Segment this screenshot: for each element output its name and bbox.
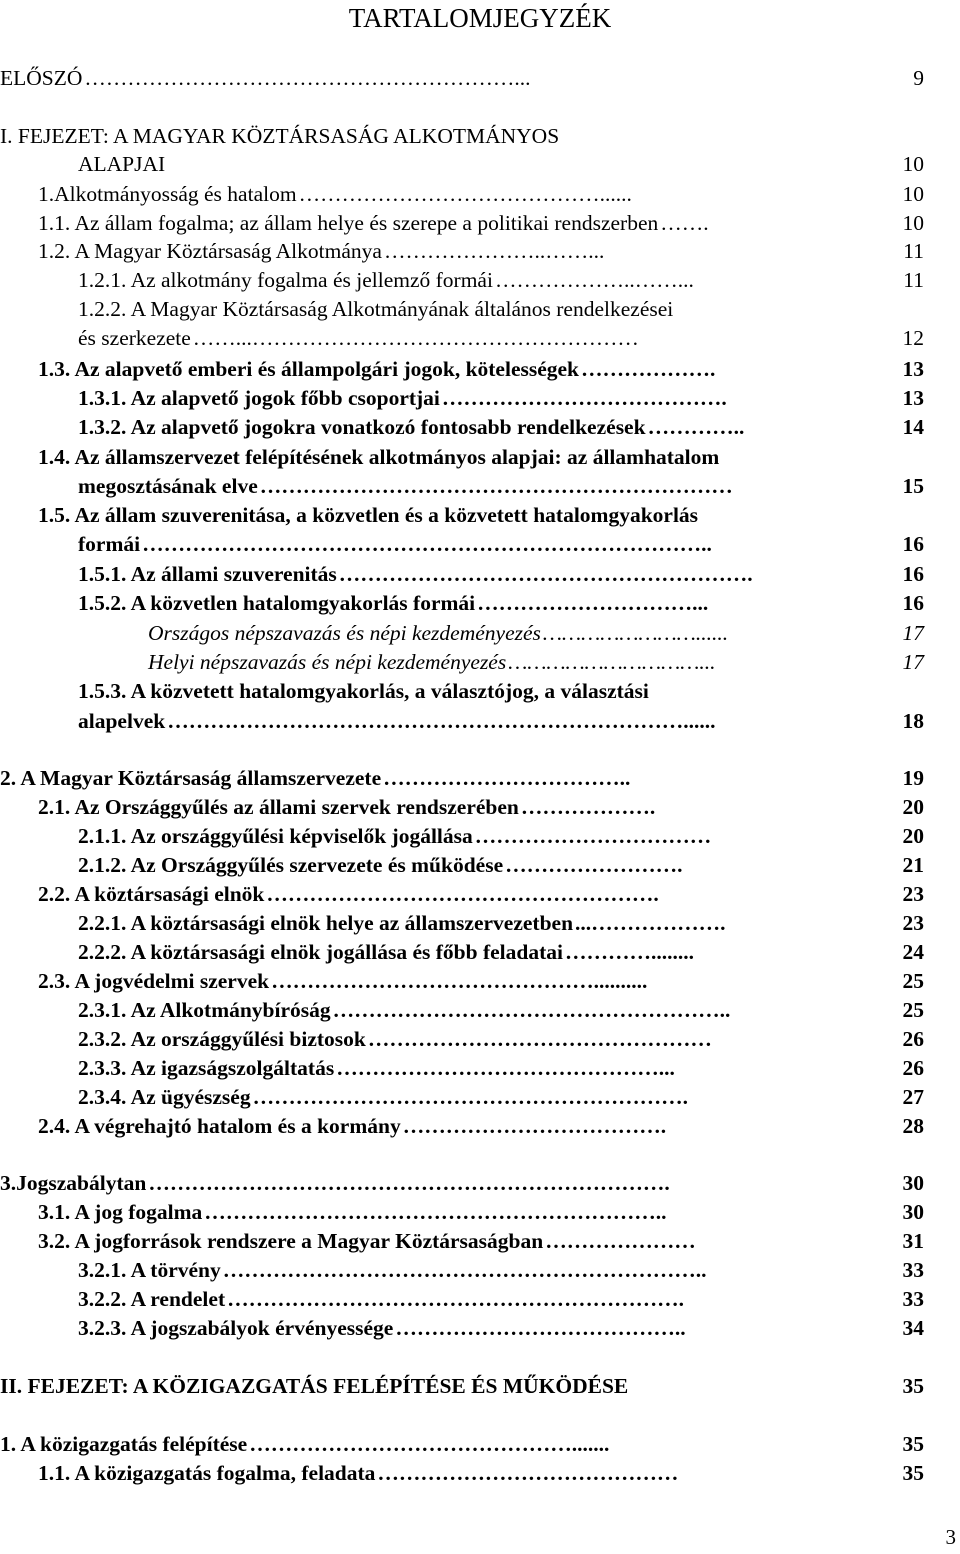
toc-entry-page: 30 (902, 1171, 924, 1195)
toc-entry-title: I. FEJEZET: A MAGYAR KÖZTÁRSASÁG ALKOTMÁNYOS (0, 124, 560, 148)
toc-entry-leader: …………………..……... (383, 239, 605, 263)
toc-entry-leader: ………………. (581, 357, 716, 381)
toc-entry-title: 2.3.2. Az országgyűlési biztosok (78, 1027, 366, 1051)
toc-entry-page: 11 (903, 268, 924, 292)
page-title: TARTALOMJEGYZÉK (348, 3, 612, 33)
toc-entry-page: 25 (902, 998, 924, 1022)
page-number: 3 (945, 1525, 956, 1549)
toc-entry-page: 27 (902, 1085, 924, 1109)
toc-entry-leader: ………….. (647, 415, 745, 439)
toc-entry-title: 2.3. A jogvédelmi szervek (38, 969, 270, 993)
toc-entry-leader: ………………………………………… (367, 1027, 712, 1051)
toc-entry-title: 1.3.1. Az alapvető jogok főbb csoportjai (78, 386, 440, 410)
toc-entry-page: 16 (902, 591, 924, 615)
toc-entry-leader: ………………………………………....... (249, 1432, 610, 1456)
toc-entry-leader: ………………………………………………………………...... (167, 709, 716, 733)
toc-entry-page: 31 (902, 1229, 924, 1253)
toc-entry-leader: ……………………………………...... (298, 182, 632, 206)
toc-entry-leader: ………………. (520, 795, 656, 819)
toc-entry-leader: …………........ (564, 940, 694, 964)
toc-entry-title: 1.5.1. Az állami szuverenitás (78, 562, 337, 586)
toc-entry-title: 2.1.1. Az országgyűlési képviselők jogállása (78, 824, 473, 848)
toc-entry-page: 13 (902, 386, 924, 410)
toc-entry-title: 2.3.3. Az igazságszolgáltatás (78, 1056, 335, 1080)
toc-entry-title: 1.2. A Magyar Köztársaság Alkotmánya (38, 239, 382, 263)
toc-entry-title: 2.2.1. A köztársasági elnök helye az államszervezetben (78, 911, 574, 935)
toc-entry-title: 2. A Magyar Köztársaság államszervezete (0, 766, 382, 790)
toc-entry-leader: ……………………………………………………... (84, 66, 531, 90)
toc-entry-leader: ……………………………………………………….. (204, 1200, 667, 1224)
toc-entry-page: 35 (902, 1461, 924, 1485)
toc-entry-page: 23 (902, 911, 924, 935)
toc-entry-title: 1. A közigazgatás felépítése (0, 1432, 248, 1456)
toc-entry-title: 1.3.2. Az alapvető jogokra vonatkozó fontosabb rendelkezések (78, 415, 646, 439)
toc-entry-page: 35 (902, 1374, 924, 1398)
toc-entry-title: 3.Jogszabálytan (0, 1171, 147, 1195)
toc-entry-page: 15 (902, 474, 924, 498)
toc-entry-title: II. FEJEZET: A KÖZIGAZGATÁS FELÉPÍTÉSE ÉS MŰKÖDÉSE (0, 1374, 629, 1398)
toc-entry-page: 20 (902, 795, 924, 819)
toc-entry-leader: ………………………………………………………………. (148, 1171, 670, 1195)
toc-entry-page: 30 (902, 1200, 924, 1224)
toc-entry-leader: ...………………. (575, 911, 726, 935)
toc-entry-title: 1.4. Az államszervezet felépítésének alkotmányos alapjai: az államhatalom (38, 445, 720, 469)
toc-entry-leader: ……………………...... (542, 621, 729, 645)
toc-entry-page: 28 (902, 1114, 924, 1138)
toc-entry-leader: ……. (660, 211, 709, 235)
toc-entry-title: 3.2.3. A jogszabályok érvényessége (78, 1316, 394, 1340)
toc-entry-leader: ………………………………….. (395, 1316, 686, 1340)
toc-entry-leader: ……………………. (505, 853, 683, 877)
toc-entry-page: 10 (902, 182, 924, 206)
toc-entry-page: 35 (902, 1432, 924, 1456)
toc-entry-title: 3.2. A jogforrások rendszere a Magyar Köztársaságban (38, 1229, 544, 1253)
toc-entry-title: 1.2.2. A Magyar Köztársaság Alkotmányának általános rendelkezései (78, 297, 674, 321)
toc-entry-title: 3.1. A jog fogalma (38, 1200, 203, 1224)
toc-entry-leader: ………………………………………………………….. (222, 1258, 707, 1282)
toc-entry-page: 18 (902, 709, 924, 733)
toc-entry-page: 25 (902, 969, 924, 993)
toc-entry-leader: ……………………………………….......... (271, 969, 648, 993)
toc-entry-leader: …………………………………… (377, 1461, 679, 1485)
toc-entry-page: 33 (902, 1258, 924, 1282)
toc-entry-page: 24 (902, 940, 924, 964)
toc-entry-page: 10 (902, 211, 924, 235)
toc-entry-page: 33 (902, 1287, 924, 1311)
toc-entry-title: 1.5.3. A közvetett hatalomgyakorlás, a választójog, a választási (78, 679, 649, 703)
toc-entry-page: 14 (902, 415, 924, 439)
toc-entry-page: 13 (902, 357, 924, 381)
toc-entry-leader: …………………………………. (441, 386, 727, 410)
toc-entry-page: 17 (902, 650, 924, 674)
toc-entry-leader: ……………………………………………………. (252, 1085, 688, 1109)
toc-entry-title: 3.2.2. A rendelet (78, 1287, 226, 1311)
toc-entry-leader: ………………………………………………………… (259, 474, 733, 498)
toc-entry-page: 23 (902, 882, 924, 906)
toc-entry-leader: ………………………………………………………. (227, 1287, 684, 1311)
toc-entry-title: és szerkezete (78, 326, 191, 350)
toc-entry-leader: ………………………………………………. (266, 882, 659, 906)
toc-entry-page: 21 (902, 853, 924, 877)
toc-entry-page: 10 (902, 152, 924, 176)
toc-entry-title: ELŐSZÓ (0, 66, 83, 90)
toc-entry-leader: ……...……………………………………………… (192, 326, 639, 350)
toc-entry-title: Országos népszavazás és népi kezdeményezés (148, 621, 541, 645)
toc-entry-leader: …………………………….. (383, 766, 631, 790)
toc-entry-leader: …………………………… (474, 824, 712, 848)
toc-entry-page: 19 (902, 766, 924, 790)
toc-entry-page: 34 (902, 1316, 924, 1340)
toc-entry-title: 1.1. A közigazgatás fogalma, feladata (38, 1461, 376, 1485)
toc-entry-leader: ………………………………………... (336, 1056, 675, 1080)
toc-entry-page: 26 (902, 1027, 924, 1051)
toc-entry-title: formái (78, 532, 141, 556)
toc-entry-leader: …………………………………………………………………….. (142, 532, 712, 556)
toc-entry-title: 1.Alkotmányosság és hatalom (38, 182, 297, 206)
toc-entry-page: 16 (902, 562, 924, 586)
toc-entry-title: 1.1. Az állam fogalma; az állam helye és szerepe a politikai rendszerben (38, 211, 659, 235)
toc-entry-title: 2.1. Az Országgyűlés az állami szervek rendszerében (38, 795, 519, 819)
toc-entry-title: 2.1.2. Az Országgyűlés szervezete és működése (78, 853, 504, 877)
toc-entry-title: 2.2.2. A köztársasági elnök jogállása és főbb feladatai (78, 940, 563, 964)
toc-entry-title: ALAPJAI (78, 152, 166, 176)
toc-entry-title: 1.3. Az alapvető emberi és állampolgári jogok, kötelességek (38, 357, 580, 381)
toc-entry-page: 16 (902, 532, 924, 556)
toc-entry-title: 2.4. A végrehajtó hatalom és a kormány (38, 1114, 401, 1138)
toc-entry-page: 20 (902, 824, 924, 848)
toc-entry-leader: ……………………………………………….. (332, 998, 731, 1022)
toc-entry-page: 12 (902, 326, 924, 350)
toc-entry-title: 1.5.2. A közvetlen hatalomgyakorlás formái (78, 591, 476, 615)
toc-entry-title: Helyi népszavazás és népi kezdeményezés (148, 650, 507, 674)
toc-entry-title: megosztásának elve (78, 474, 258, 498)
toc-entry-leader: ………………… (545, 1229, 696, 1253)
toc-entry-leader: ………………………………. (402, 1114, 667, 1138)
toc-entry-page: 17 (902, 621, 924, 645)
toc-entry-page: 11 (903, 239, 924, 263)
toc-entry-page: 9 (913, 66, 924, 90)
toc-entry-title: 1.5. Az állam szuverenitása, a közvetlen és a közvetett hatalomgyakorlás (38, 503, 699, 527)
toc-entry-title: 2.2. A köztársasági elnök (38, 882, 265, 906)
toc-entry-leader: …………………………... (508, 650, 716, 674)
toc-entry-title: 3.2.1. A törvény (78, 1258, 221, 1282)
toc-entry-leader: …………………………………………………. (338, 562, 753, 586)
toc-entry-leader: …………………………... (477, 591, 709, 615)
toc-entry-title: 2.3.1. Az Alkotmánybíróság (78, 998, 331, 1022)
toc-entry-title: 2.3.4. Az ügyészség (78, 1085, 251, 1109)
toc-entry-leader: ………………..……... (494, 268, 694, 292)
toc-entry-title: 1.2.1. Az alkotmány fogalma és jellemző formái (78, 268, 493, 292)
toc-entry-title: alapelvek (78, 709, 166, 733)
toc-entry-page: 26 (902, 1056, 924, 1080)
